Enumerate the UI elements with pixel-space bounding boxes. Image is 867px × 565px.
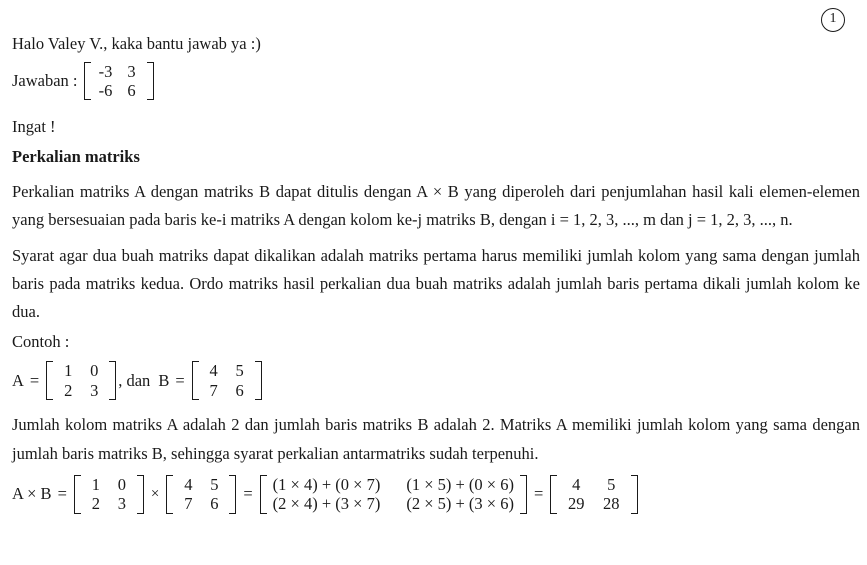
matrix-cell: 6: [210, 494, 219, 514]
bracket-left-icon: [192, 361, 199, 400]
matrix-cell: 4: [209, 361, 218, 381]
matrix-cell: 3: [90, 380, 99, 400]
bracket-left-icon: [166, 475, 173, 514]
bracket-right-icon: [631, 475, 638, 514]
matrix-cell: 29: [568, 494, 585, 514]
multiplication-sign: ×: [150, 485, 160, 502]
matrix-cell: 7: [209, 380, 218, 400]
bracket-right-icon: [255, 361, 262, 400]
example-matrix-b: [192, 361, 262, 400]
matrix-cell: (2 × 5) + (3 × 6): [406, 494, 514, 514]
matrix-row: [55, 361, 107, 380]
matrix-cell: 28: [603, 494, 620, 514]
matrix-cell: 0: [117, 475, 127, 494]
content-body: [12, 36, 860, 514]
bracket-right-icon: [137, 475, 144, 514]
example-matrix-a: [46, 361, 116, 400]
expanded-matrix-grid: [267, 475, 520, 514]
greeting-text: Halo Valey V., kaka bantu jawab ya :): [12, 34, 261, 53]
bracket-left-icon: [74, 475, 81, 514]
spacer: [12, 100, 860, 119]
equation-lhs-label: A × B: [12, 484, 52, 504]
spacer: [12, 400, 860, 411]
spacer: [12, 327, 860, 334]
equals-sign: =: [533, 484, 544, 504]
answer-label: Jawaban :: [12, 70, 78, 90]
matrix-row: [269, 475, 518, 494]
spacer: [12, 167, 860, 178]
matrix-cell: -3: [98, 61, 113, 81]
conjunction-text: , dan: [118, 370, 151, 390]
matrix-row: [201, 381, 253, 400]
final-matrix-a: [74, 475, 144, 514]
matrix-row: [93, 81, 145, 100]
matrix-row: [83, 494, 135, 513]
matrix-row: [93, 62, 145, 81]
example-label: Contoh :: [12, 331, 70, 351]
bracket-left-icon: [84, 62, 91, 101]
bracket-right-icon: [147, 62, 154, 101]
final-equation-row: [12, 475, 860, 514]
matrix-cell: 2: [91, 494, 101, 514]
bracket-right-icon: [520, 475, 527, 514]
spacer: [12, 136, 860, 147]
spacer: [12, 468, 860, 475]
equals-sign: =: [175, 370, 185, 390]
remember-label: Ingat !: [12, 117, 56, 137]
matrix-cell: -6: [98, 80, 113, 100]
matrix-cell: 0: [90, 361, 99, 381]
matrix-cell: 3: [117, 494, 127, 514]
spacer: [12, 235, 860, 242]
bracket-left-icon: [260, 475, 267, 514]
matrix-cell: 1: [91, 475, 101, 494]
bracket-right-icon: [229, 475, 236, 514]
final-matrix-result: [550, 475, 638, 514]
paragraph-requirements: Syarat agar dua buah matriks dapat dikalikan adalah matriks pertama harus memiliki jumlah kolom yang sama dengan jumlah baris pada matriks kedua. Ordo matriks hasil perkalian dua buah matriks adalah jumlah baris pertama dikali jumlah kolom ke dua.: [12, 245, 860, 322]
matrix-b-label: B: [158, 370, 170, 390]
section-heading: Perkalian matriks: [12, 146, 140, 166]
final-matrix-a-grid: [81, 475, 137, 514]
matrix-row: [559, 475, 629, 494]
spacer: [12, 350, 860, 361]
matrix-row: [559, 494, 629, 513]
bracket-left-icon: [550, 475, 557, 514]
matrix-cell: (2 × 4) + (3 × 7): [272, 494, 381, 514]
matrix-cell: 1: [64, 361, 73, 381]
answer-matrix-grid: [91, 62, 147, 101]
matrix-cell: (1 × 4) + (0 × 7): [272, 475, 381, 494]
page-number-badge: 1: [821, 8, 845, 32]
matrix-row: [269, 494, 518, 513]
bracket-left-icon: [46, 361, 53, 400]
matrix-row: [175, 475, 227, 494]
final-matrix-b: [166, 475, 236, 514]
matrix-cell: 6: [127, 80, 136, 100]
matrix-row: [83, 475, 135, 494]
matrix-row: [175, 494, 227, 513]
matrix-cell: 6: [235, 380, 244, 400]
matrix-cell: 4: [184, 475, 193, 494]
matrix-cell: 5: [235, 361, 244, 381]
matrix-row: [55, 381, 107, 400]
paragraph-conclusion: Jumlah kolom matriks A adalah 2 dan jumlah baris matriks B adalah 2. Matriks A memiliki jumlah kolom yang sama dengan jumlah baris matriks B, sehingga syarat perkalian antarmatriks sudah terpenuhi.: [12, 415, 860, 463]
equals-sign: =: [243, 484, 253, 504]
matrix-row: [201, 361, 253, 380]
matrix-cell: 5: [607, 475, 616, 494]
matrix-cell: 2: [64, 380, 73, 400]
answer-matrix: [84, 62, 154, 101]
answer-row: [12, 62, 860, 101]
final-matrix-expanded: [260, 475, 527, 514]
matrix-cell: (1 × 5) + (0 × 6): [406, 475, 514, 494]
matrix-a-grid: [53, 361, 109, 400]
bracket-right-icon: [109, 361, 116, 400]
matrix-b-grid: [199, 361, 255, 400]
matrix-cell: 3: [127, 61, 136, 81]
equals-sign: =: [29, 370, 40, 390]
matrix-cell: 7: [184, 494, 193, 514]
equals-sign: =: [57, 484, 67, 504]
final-matrix-b-grid: [173, 475, 229, 514]
result-matrix-grid: [557, 475, 631, 514]
paragraph-definition: Perkalian matriks A dengan matriks B dapat ditulis dengan A × B yang diperoleh dari penjumlahan hasil kali elemen-elemen yang bersesuaian pada baris ke-i matriks A dengan kolom ke-j matriks B, dengan i = 1, 2, 3, ..., m dan j = 1, 2, 3, ..., n.: [12, 181, 860, 230]
example-matrices-row: [12, 361, 860, 400]
matrix-cell: 5: [210, 475, 219, 494]
matrix-a-label: A: [12, 370, 24, 390]
matrix-cell: 4: [572, 475, 581, 494]
